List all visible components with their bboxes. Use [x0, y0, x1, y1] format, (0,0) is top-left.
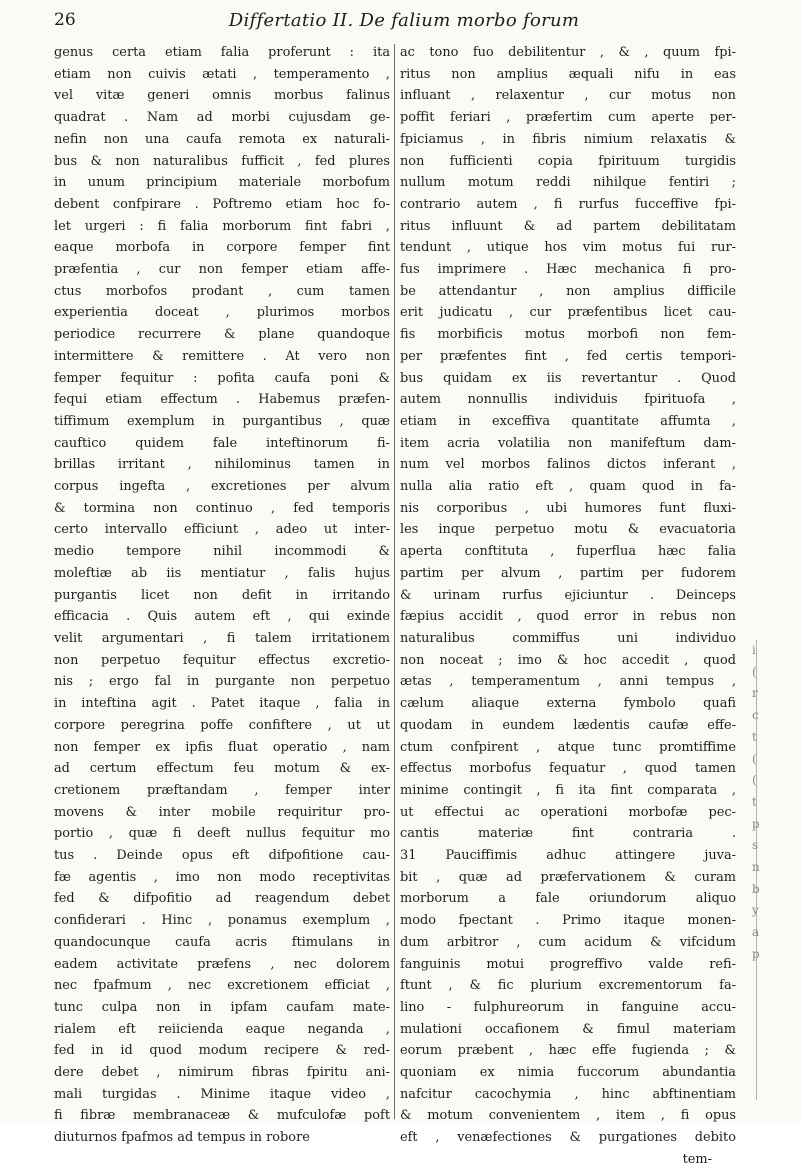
right-column-line: fæpius accidit , quod error in rebus non — [400, 609, 736, 625]
right-column-line: non fufficienti copia fpirituum turgidis — [400, 153, 736, 169]
bleed-glyph: p — [752, 946, 760, 961]
left-column-line: & tormina non continuo , fed temporis — [54, 500, 390, 516]
right-column-line: autem nonnullis individuis fpirituofa , — [400, 392, 736, 408]
bleed-glyph: t — [752, 794, 757, 809]
left-column-line: fed & difpofitio ad reagendum debet — [54, 891, 390, 907]
left-column-line: vel vitæ generi omnis morbus falinus — [54, 88, 390, 104]
right-column-line: fis morbificis motus morbofi non fem- — [400, 327, 736, 343]
right-column-line: nafcitur cacochymia , hinc abftinentiam — [400, 1086, 736, 1102]
bleed-glyph: s — [752, 838, 759, 853]
right-column-line: item acria volatilia non manifeftum dam- — [400, 435, 736, 451]
left-column-line: bus & non naturalibus fufficit , fed plures — [54, 153, 390, 169]
bleed-glyph: ( — [752, 773, 757, 788]
left-column-line: etiam non cuivis ætati , temperamento , — [54, 66, 390, 82]
right-column-line: partim per alvum , partim per fudorem — [400, 565, 736, 581]
left-column-line: in unum principium materiale morbofum — [54, 175, 390, 191]
right-column-line: ætas , temperamentum , anni tempus , — [400, 674, 736, 690]
right-column-line: fus imprimere . Hæc mechanica fi pro- — [400, 262, 736, 278]
column-divider — [394, 44, 395, 1119]
left-column-line: tunc culpa non in ipfam caufam mate- — [54, 999, 390, 1015]
left-column-line: moleftiæ ab iis mentiatur , falis hujus — [54, 565, 390, 581]
left-column-line: genus certa etiam falia proferunt : ita — [54, 45, 390, 60]
right-column-line: contrario autem , fi rurfus fucceffive fpi- — [400, 196, 736, 212]
left-column-line: mali turgidas . Minime itaque video , — [54, 1086, 390, 1102]
left-column-line: femper fequitur : pofita caufa poni & — [54, 370, 390, 386]
right-column-line: erit judicatu , cur præfentibus licet cau- — [400, 305, 736, 321]
page-header — [54, 8, 754, 36]
left-column-line: nis ; ergo fal in purgante non perpetuo — [54, 674, 390, 690]
left-column-line: eaque morbofa in corpore femper fint — [54, 240, 390, 256]
left-column-line: fed in id quod modum recipere & red- — [54, 1043, 390, 1059]
right-column-line: nullum motum reddi nihilque fentiri ; — [400, 175, 736, 191]
left-column-line: fi fibræ membranaceæ & mufculofæ poft — [54, 1108, 390, 1124]
right-column-line: minime contingit , fi ita fint comparata , — [400, 782, 736, 798]
left-column-line: experientia doceat , plurimos morbos — [54, 305, 390, 321]
right-column-line: naturalibus commiffus uni individuo — [400, 630, 736, 646]
bleed-glyph: ( — [752, 664, 757, 679]
left-column-line: non femper ex ipfis fluat operatio , nam — [54, 739, 390, 755]
left-column-line: in inteftina agit . Patet itaque , falia in — [54, 696, 390, 712]
right-column-line: quoniam ex nimia fuccorum abundantia — [400, 1065, 736, 1081]
left-column-line: purgantis licet non defit in irritando — [54, 587, 390, 603]
right-column-line: poffit feriari , præfertim cum aperte per- — [400, 110, 736, 126]
bleed-glyph: p — [752, 816, 760, 831]
bleed-glyph: b — [752, 881, 760, 896]
left-column-line: cauftico quidem fale inteftinorum fi- — [54, 435, 390, 451]
left-column-line: nefin non una caufa remota ex naturali- — [54, 131, 390, 147]
left-column-line: periodice recurrere & plane quandoque — [54, 327, 390, 343]
left-column-line: corpus ingefta , excretiones per alvum — [54, 479, 390, 495]
right-column-line: nulla alia ratio eft , quam quod in fa- — [400, 479, 736, 495]
left-column-line: efficacia . Quis autem eft , qui exinde — [54, 609, 390, 625]
right-column-line: effectus morbofus fequatur , quod tamen — [400, 761, 736, 777]
left-column-line: let urgeri : fi falia morborum fint fabri , — [54, 218, 390, 234]
bleed-glyph: t — [752, 729, 757, 744]
right-column-line: & motum convenientem , item , fi opus — [400, 1108, 736, 1124]
right-column-line: les inque perpetuo motu & evacuatoria — [400, 522, 736, 538]
left-column-line: præfentia , cur non femper etiam affe- — [54, 262, 390, 278]
adjacent-page-bleed — [752, 640, 782, 1080]
right-column-line: be attendantur , non amplius difficile — [400, 283, 736, 299]
left-column-line: fæ agentis , imo non modo receptivitas — [54, 869, 390, 885]
right-column-line: dum arbitror , cum acidum & vifcidum — [400, 934, 736, 950]
right-column-line: cælum aliaque externa fymbolo quafi — [400, 696, 736, 712]
right-column-line: bit , quæ ad præfervationem & curam — [400, 869, 736, 885]
right-column-line: modo fpectant . Primo itaque monen- — [400, 913, 736, 929]
left-column-line: diuturnos fpafmos ad tempus in robore — [54, 1130, 310, 1146]
left-column-line: brillas irritant , nihilominus tamen in — [54, 457, 390, 473]
left-column-line: dere debet , nimirum fibras fpiritu ani- — [54, 1065, 390, 1081]
right-column-line: quodam in eundem lædentis caufæ effe- — [400, 717, 736, 733]
right-column-line: eft , venæfectiones & purgationes debito — [400, 1130, 736, 1146]
left-column-line: quandocunque caufa acris ftimulans in — [54, 934, 390, 950]
right-column-line: non noceat ; imo & hoc accedit , quod — [400, 652, 736, 668]
running-title: Differtatio II. De falium morbo forum — [228, 10, 580, 31]
bleed-glyph: ( — [752, 751, 757, 766]
bleed-glyph: c — [752, 708, 759, 723]
bleed-glyph: a — [752, 925, 760, 940]
right-column-line: mulationi occafionem & fimul materiam — [400, 1021, 736, 1037]
right-column-line: ritus influunt & ad partem debilitatam — [400, 218, 736, 234]
left-column-line: tus . Deinde opus eft difpofitione cau- — [54, 848, 390, 864]
left-column-line: certo intervallo efficiunt , adeo ut inter- — [54, 522, 390, 538]
right-column-line: fanguinis motui progreffivo valde refi- — [400, 956, 736, 972]
bleed-glyph: r — [752, 686, 758, 701]
bleed-glyph: n — [752, 860, 760, 875]
right-column-line: nis corporibus , ubi humores funt fluxi- — [400, 500, 736, 516]
left-column-line: non perpetuo fequitur effectus excretio- — [54, 652, 390, 668]
right-column-line: eorum præbent , hæc effe fugienda ; & — [400, 1043, 736, 1059]
left-column-line: eadem activitate præfens , nec dolorem — [54, 956, 390, 972]
right-column-line: lino - fulphureorum in fanguine accu- — [400, 999, 736, 1015]
left-column-line: nec fpafmum , nec excretionem efficiat , — [54, 978, 390, 994]
left-column-line: portio , quæ fi deeft nullus fequitur mo — [54, 826, 390, 842]
left-column-line: velit argumentari , fi talem irritationem — [54, 630, 390, 646]
right-column-line: ctum confpirent , atque tunc promtiffime — [400, 739, 736, 755]
right-column-line: morborum a fale oriundorum aliquo — [400, 891, 736, 907]
left-column-line: quadrat . Nam ad morbi cujusdam ge- — [54, 110, 390, 126]
right-column-line: etiam in exceffiva quantitate affumta , — [400, 413, 736, 429]
bleed-glyph: y — [752, 903, 759, 918]
right-column-line: ac tono fuo debilitentur , & , quum fpi- — [400, 45, 736, 60]
left-column-line: tiffimum exemplum in purgantibus , quæ — [54, 413, 390, 429]
left-column-line: cretionem præftandam , femper inter — [54, 782, 390, 798]
page-number: 26 — [54, 10, 76, 30]
right-column-line: ftunt , & fic plurium excrementorum fa- — [400, 978, 736, 994]
left-column-line: debent confpirare . Poftremo etiam hoc fo- — [54, 196, 390, 212]
left-column-line: movens & inter mobile requiritur pro- — [54, 804, 390, 820]
right-column-line: & urinam rurfus ejiciuntur . Deinceps — [400, 587, 736, 603]
right-column-line: influant , relaxentur , cur motus non — [400, 88, 736, 104]
right-column-line: cantis materiæ fint contraria . — [400, 826, 736, 842]
left-column-line: ad certum effectum feu motum & ex- — [54, 761, 390, 777]
left-column-line: rialem eft reiicienda eaque neganda , — [54, 1021, 390, 1037]
left-column-line: confiderari . Hinc , ponamus exemplum , — [54, 913, 390, 929]
left-column-line: intermittere & remittere . At vero non — [54, 348, 390, 364]
right-column-line: aperta conftituta , fuperflua hæc falia — [400, 544, 736, 560]
left-text-column — [54, 42, 390, 1149]
left-column-line: fequi etiam effectum . Habemus præfen- — [54, 392, 390, 408]
right-column-line: ut effectui ac operationi morbofæ pec- — [400, 804, 736, 820]
right-column-line: tem- — [682, 1151, 712, 1167]
right-column-line: fpiciamus , in fibris nimium relaxatis & — [400, 131, 736, 147]
right-text-column — [400, 42, 736, 1171]
right-column-line: ritus non amplius æquali nifu in eas — [400, 66, 736, 82]
left-column-line: medio tempore nihil incommodi & — [54, 544, 390, 560]
right-column-line: per præfentes fint , fed certis tempori- — [400, 348, 736, 364]
left-column-line: ctus morbofos prodant , cum tamen — [54, 283, 390, 299]
right-column-line: bus quidam ex iis revertantur . Quod — [400, 370, 736, 386]
right-column-line: num vel morbos falinos dictos inferant , — [400, 457, 736, 473]
bleed-glyph: i — [752, 643, 756, 657]
right-column-line: tendunt , utique hos vim motus fui rur- — [400, 240, 736, 256]
right-column-line: 31 Pauciffimis adhuc attingere juva- — [400, 848, 736, 864]
left-column-line: corpore peregrina poffe confiftere , ut ut — [54, 717, 390, 733]
